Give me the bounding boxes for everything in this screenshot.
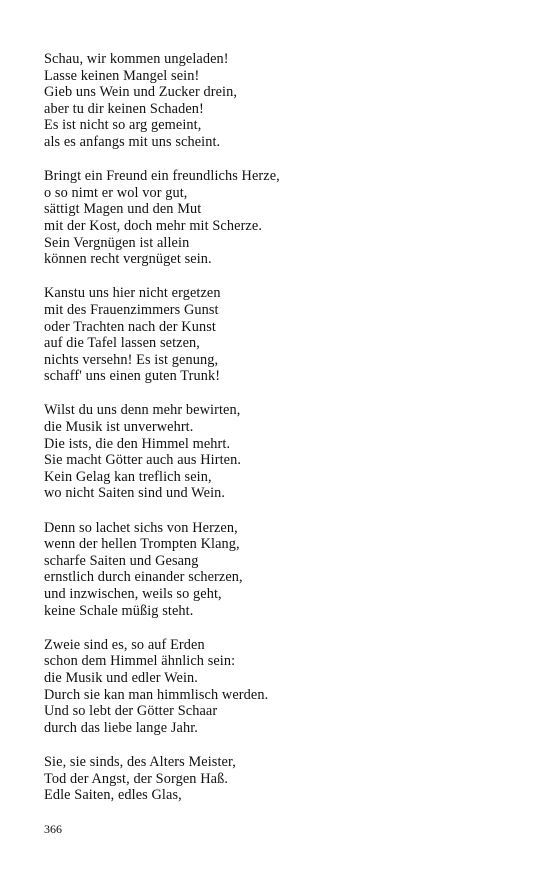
verse-line: und inzwischen, weils so geht, bbox=[44, 586, 222, 602]
stanza bbox=[44, 51, 524, 151]
verse-line: die Musik ist unverwehrt. bbox=[44, 419, 194, 436]
verse-line: Edle Saiten, edles Glas, bbox=[44, 787, 182, 804]
verse-line: Gieb uns Wein und Zucker drein, bbox=[44, 84, 238, 101]
verse-line: Zweie sind es, so auf Erden bbox=[44, 636, 205, 653]
verse-line: Die ists, die den Himmel mehrt. bbox=[44, 435, 231, 452]
verse-line: sättigt Magen und den Mut bbox=[44, 201, 202, 218]
verse-line: keine Schale müßig steht. bbox=[44, 602, 194, 619]
verse-line: o so nimt er wol vor gut, bbox=[44, 184, 188, 201]
stanza bbox=[44, 520, 524, 620]
poem-body bbox=[44, 51, 524, 821]
verse-line: Sie macht Götter auch aus Hirten. bbox=[44, 452, 242, 469]
verse-line: Kanstu uns hier nicht ergetzen bbox=[44, 285, 221, 302]
verse-line: Denn so lachet sichs von Herzen, bbox=[44, 519, 238, 536]
verse-line: schon dem Himmel ähnlich sein: bbox=[44, 653, 236, 670]
verse-line: Es ist nicht so arg gemeint, bbox=[44, 117, 202, 134]
verse-line: Tod der Angst, der Sorgen Haß. bbox=[44, 770, 228, 787]
verse-line: Wilst du uns denn mehr bewirten, bbox=[44, 402, 241, 419]
verse-line: schaff' uns einen guten Trunk! bbox=[44, 368, 221, 385]
verse-line: Kein Gelag kan treflich sein, bbox=[44, 468, 212, 485]
stanza bbox=[44, 168, 524, 268]
stanza bbox=[44, 402, 524, 502]
verse-line: auf die Tafel lassen setzen, bbox=[44, 335, 200, 352]
verse-line: wenn der hellen Trompten Klang, bbox=[44, 536, 240, 553]
verse-line: die Musik und edler Wein. bbox=[44, 669, 198, 686]
verse-line: nichts versehn! Es ist genung, bbox=[44, 351, 219, 368]
verse-line: mit der Kost, doch mehr mit Scherze. bbox=[44, 217, 262, 234]
verse-line: Durch sie kan man himmlisch werden. bbox=[44, 686, 269, 703]
verse-line: wo nicht Saiten sind und Wein. bbox=[44, 485, 226, 502]
verse-line: Schau, wir kommen ungeladen! bbox=[44, 51, 229, 67]
stanza bbox=[44, 285, 524, 385]
verse-line: Sie, sie sinds, des Alters Meister, bbox=[44, 753, 236, 770]
verse-line: Sein Vergnügen ist allein bbox=[44, 234, 190, 251]
stanza bbox=[44, 637, 524, 737]
verse-line: scharfe Saiten und Gesang bbox=[44, 552, 199, 569]
verse-line: ernstlich durch einander scherzen, bbox=[44, 569, 243, 586]
verse-line: Lasse keinen Mangel sein! bbox=[44, 67, 200, 84]
verse-line: Bringt ein Freund ein freundlichs Herze, bbox=[44, 168, 280, 185]
verse-line: als es anfangs mit uns scheint. bbox=[44, 133, 221, 150]
verse-line: aber tu dir keinen Schaden! bbox=[44, 100, 204, 117]
verse-line: oder Trachten nach der Kunst bbox=[44, 318, 216, 335]
verse-line: können recht vergnüget sein. bbox=[44, 251, 212, 268]
verse-line: mit des Frauenzimmers Gunst bbox=[44, 301, 219, 318]
verse-line: durch das liebe lange Jahr. bbox=[44, 719, 198, 736]
stanza bbox=[44, 754, 524, 804]
verse-line: Und so lebt der Götter Schaar bbox=[44, 703, 218, 720]
page-number: 366 bbox=[44, 822, 62, 836]
